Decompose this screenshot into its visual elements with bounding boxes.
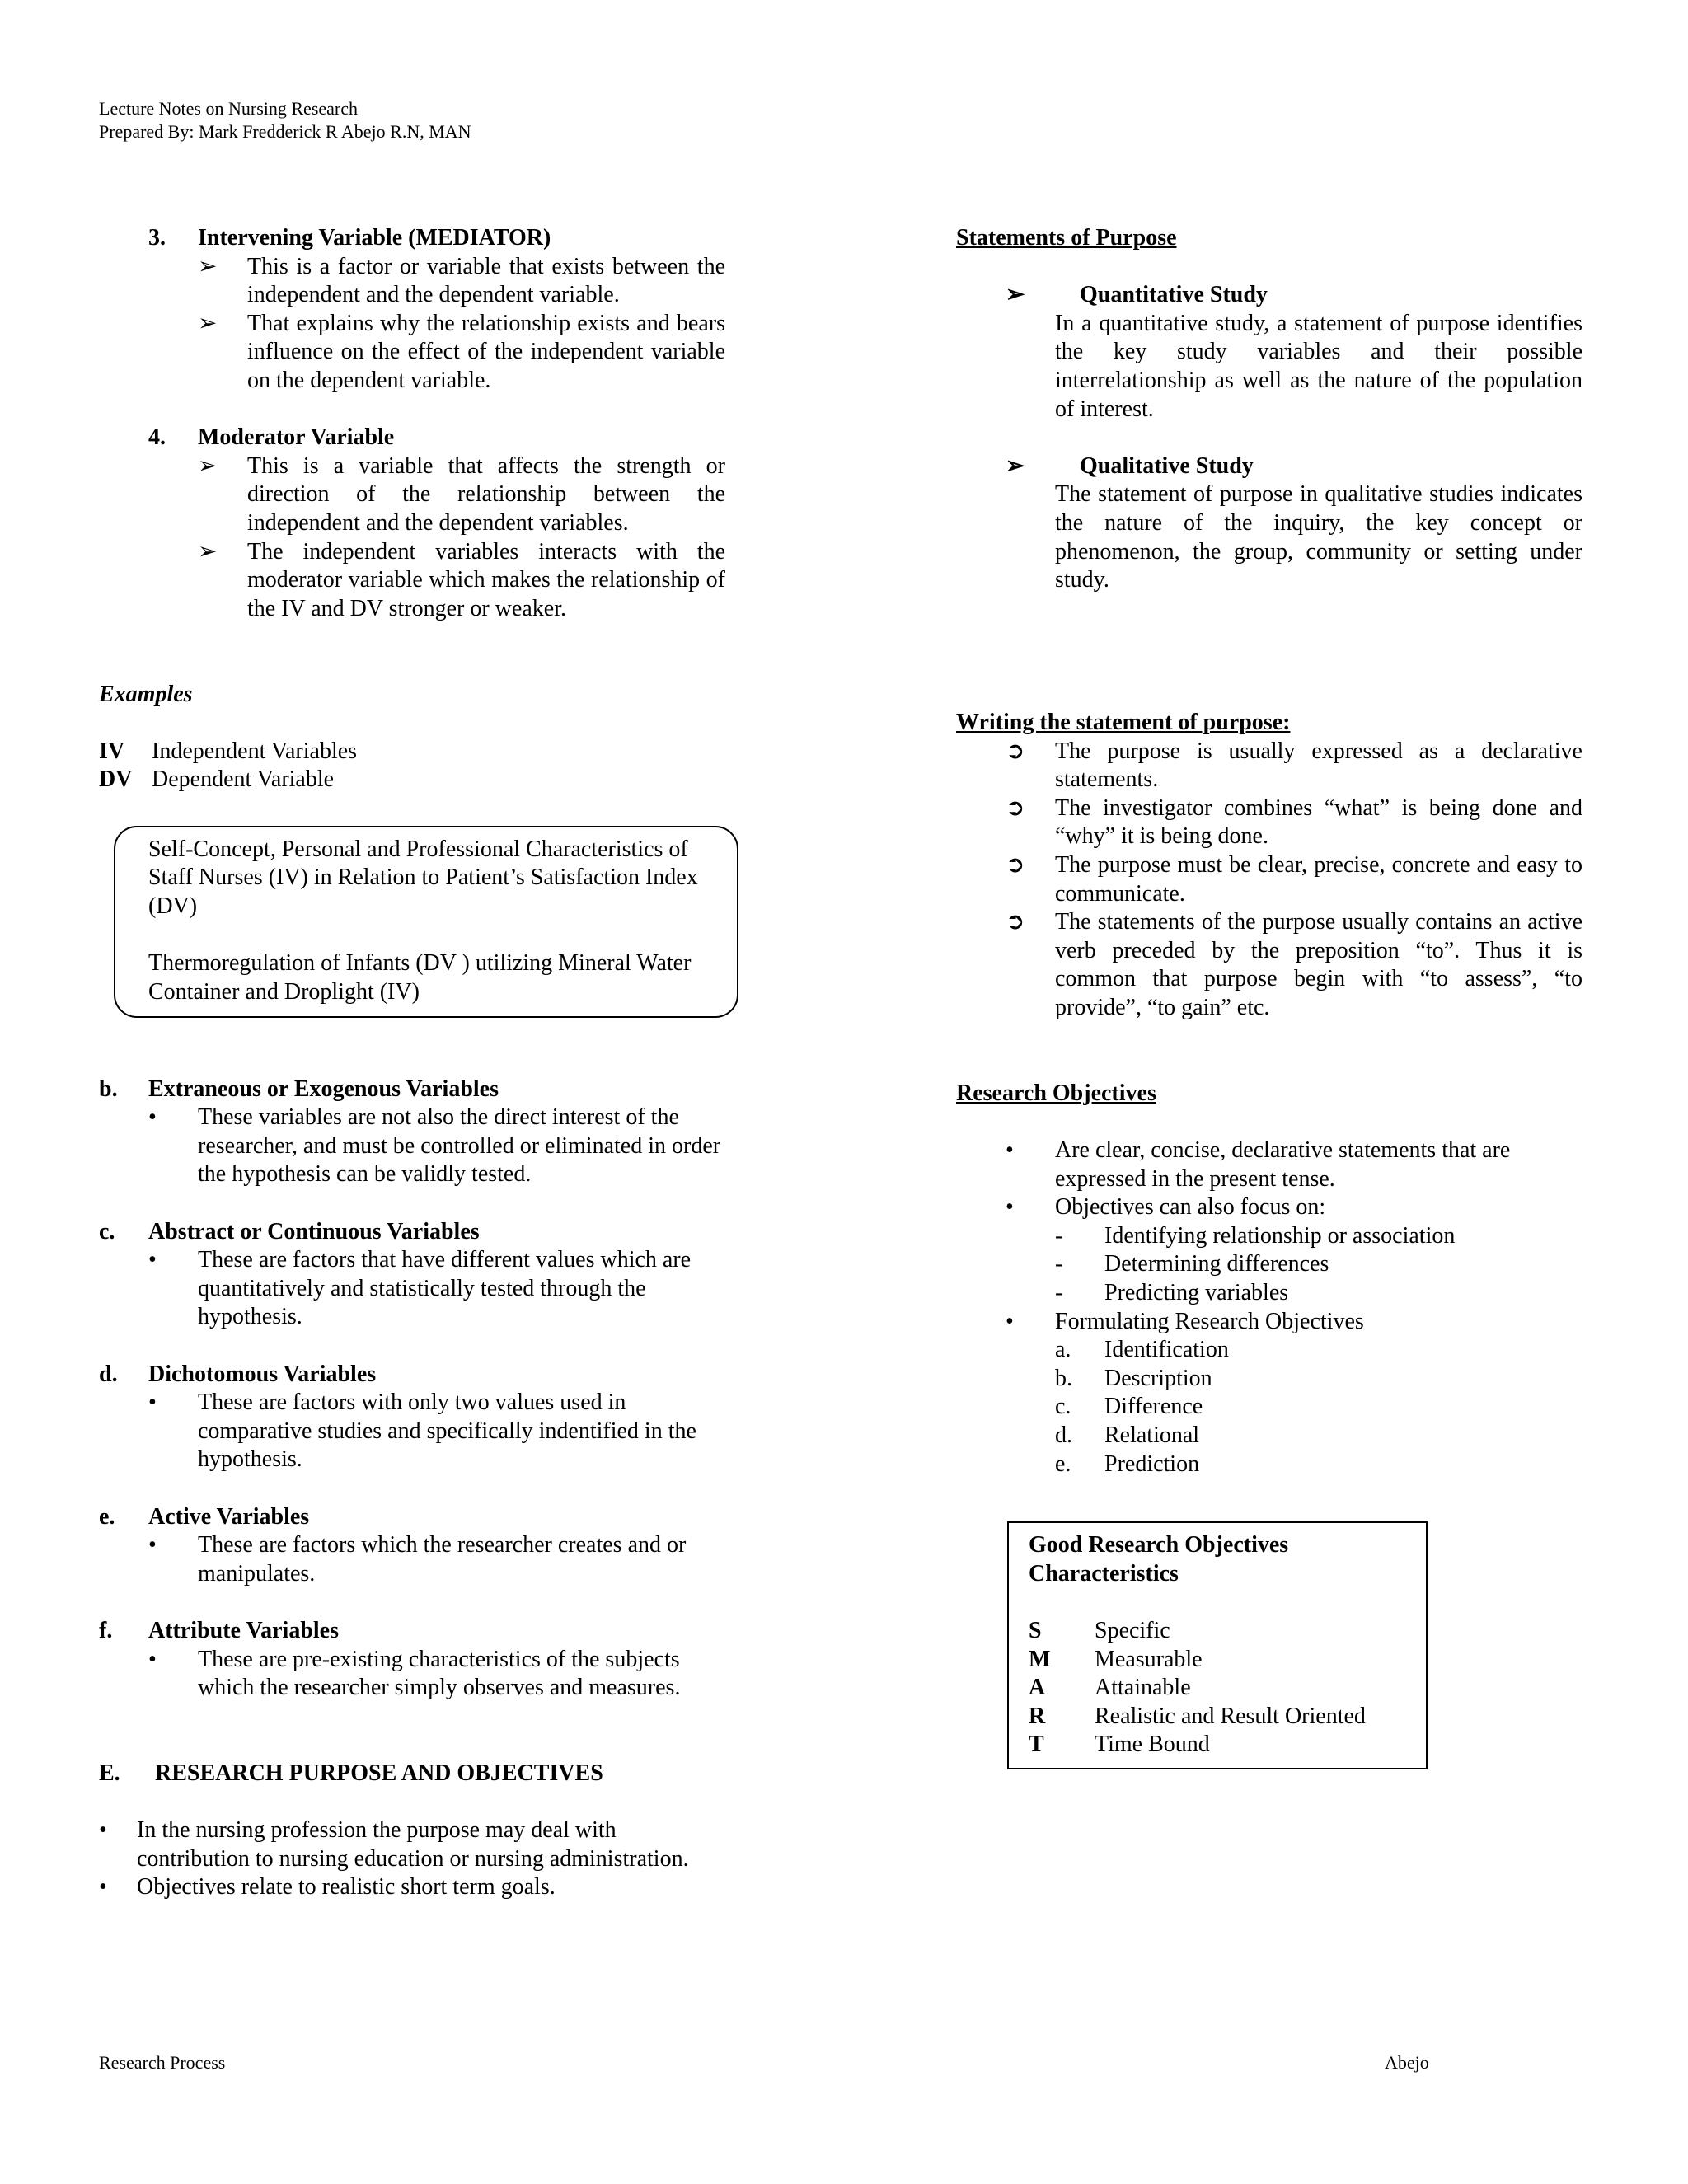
hook-arrow-icon: ➲ <box>1006 852 1025 879</box>
formulating-item: Difference <box>1104 1394 1203 1420</box>
list-letter: b. <box>1055 1365 1072 1391</box>
header-line-2: Prepared By: Mark Fredderick R Abejo R.N, MAN <box>99 121 471 142</box>
variable-text: These are factors that have different values which are quantitatively and statistically tested through the hypothesis. <box>198 1247 692 1330</box>
examples-box <box>114 826 738 1019</box>
arrow-bullet-icon: ➢ <box>1006 282 1025 308</box>
variable-text: These are factors which the researcher creates and or manipulates. <box>198 1532 687 1586</box>
abbrev-code: DV <box>99 766 133 793</box>
quantitative-study <box>956 281 1582 424</box>
section-letter: E. <box>99 1760 120 1786</box>
section-e <box>99 1760 725 1902</box>
smart-letter: M <box>1029 1646 1051 1672</box>
bullet-icon: • <box>1006 1308 1014 1334</box>
abbrev-code: IV <box>99 738 125 764</box>
section-e-bullet-1: In the nursing profession the purpose may deal with contribution to nursing education or nursing administration. <box>137 1817 689 1872</box>
statements-of-purpose-title: Statements of Purpose <box>956 225 1177 251</box>
bullet-icon: • <box>148 1104 157 1131</box>
variable-title: Attribute Variables <box>148 1617 339 1643</box>
focus-item: Predicting variables <box>1104 1279 1289 1305</box>
objective-bullet-1: Are clear, concise, declarative statements that are expressed in the present tense. <box>1055 1137 1511 1192</box>
footer-left: Research Process <box>99 2052 226 2073</box>
section-title: RESEARCH PURPOSE AND OBJECTIVES <box>155 1760 603 1786</box>
bullet-icon: • <box>148 1532 157 1558</box>
left-column <box>99 224 725 1902</box>
arrow-bullet-icon: ➢ <box>198 310 218 336</box>
formulating-item: Description <box>1104 1365 1212 1391</box>
variable-letter: f. <box>99 1617 113 1643</box>
hook-arrow-icon: ➲ <box>1006 738 1025 764</box>
bullet-text: This is a factor or variable that exists between the independent and the dependent variable. <box>247 253 725 308</box>
writing-bullet: The investigator combines “what” is being done and “why” it is being done. <box>1055 794 1582 850</box>
dash-marker: - <box>1055 1251 1063 1277</box>
example-1: Self-Concept, Personal and Professional Characteristics of Staff Nurses (IV) in Relation to Patient’s Satisfaction Index (DV) <box>148 836 698 920</box>
writing-bullet: The statements of the purpose usually contains an active verb preceded by the preposition “to”. Thus it is common that purpose begin with “to assess”, “to provide”, “to gain” etc. <box>1055 909 1582 1021</box>
example-2: Thermoregulation of Infants (DV ) utilizing Mineral Water Container and Droplight (IV) <box>148 950 692 1005</box>
variable-c <box>99 1218 725 1332</box>
variable-e <box>99 1503 725 1589</box>
abbrev-text: Dependent Variable <box>152 766 335 793</box>
smart-word: Attainable <box>1095 1675 1191 1701</box>
bullet-icon: • <box>148 1390 157 1416</box>
bullet-text: The independent variables interacts with the moderator variable which makes the relationship of the IV and DV stronger or weaker. <box>247 538 725 621</box>
list-letter: c. <box>1055 1394 1071 1420</box>
formulating-item: Prediction <box>1104 1451 1200 1477</box>
smart-letter: S <box>1029 1617 1042 1643</box>
focus-item: Determining differences <box>1104 1251 1329 1277</box>
abbrev-iv <box>99 738 725 766</box>
hook-arrow-icon: ➲ <box>1006 909 1025 935</box>
bullet-icon: • <box>99 1874 107 1900</box>
arrow-bullet-icon: ➢ <box>1006 452 1025 479</box>
right-column <box>956 224 1582 1769</box>
formulating-list <box>1006 1336 1582 1479</box>
variable-title: Extraneous or Exogenous Variables <box>148 1076 499 1102</box>
variable-letter: c. <box>99 1218 115 1244</box>
list-letter: e. <box>1055 1451 1071 1477</box>
bullet-icon: • <box>1006 1137 1014 1163</box>
bullet-icon: • <box>148 1247 157 1273</box>
smart-box <box>1007 1521 1428 1769</box>
item-4-moderator <box>99 424 725 623</box>
list-letter: a. <box>1055 1337 1071 1363</box>
bullet-icon: • <box>99 1817 107 1844</box>
arrow-bullet-icon: ➢ <box>198 538 218 565</box>
smart-word: Specific <box>1095 1617 1170 1643</box>
page-header <box>99 97 471 143</box>
bullet-text: That explains why the relationship exists and bears influence on the effect of the independent variable on the dependent variable. <box>247 310 725 393</box>
writing-statement-title: Writing the statement of purpose: <box>956 710 1291 736</box>
item-title: Moderator Variable <box>198 424 395 451</box>
variable-letter: d. <box>99 1361 118 1387</box>
smart-letter: R <box>1029 1703 1046 1729</box>
formulating-item: Relational <box>1104 1422 1200 1448</box>
quant-text: In a quantitative study, a statement of purpose identifies the key study variables and their possible interrelationship as well as the nature of the population of interest. <box>1055 310 1582 422</box>
item-3-intervening <box>99 224 725 396</box>
bullet-icon: • <box>148 1646 157 1672</box>
objective-bullet-2: Objectives can also focus on: <box>1055 1194 1326 1221</box>
variable-letter: b. <box>99 1076 118 1102</box>
arrow-bullet-icon: ➢ <box>198 452 218 479</box>
item-number: 3. <box>148 225 166 251</box>
writing-bullets <box>956 738 1582 1023</box>
variable-b <box>99 1076 725 1189</box>
qual-text: The statement of purpose in qualitative studies indicates the nature of the inquiry, the key concept or phenomenon, the group, community or setting under study. <box>1055 481 1582 593</box>
bullet-icon: • <box>1006 1194 1014 1221</box>
hook-arrow-icon: ➲ <box>1006 794 1025 821</box>
smart-word: Measurable <box>1095 1646 1203 1672</box>
qualitative-study <box>956 452 1582 595</box>
list-letter: d. <box>1055 1422 1072 1448</box>
arrow-bullet-icon: ➢ <box>198 253 218 279</box>
examples-title: Examples <box>99 681 193 707</box>
item-title: Intervening Variable (MEDIATOR) <box>198 225 551 251</box>
variable-d <box>99 1361 725 1474</box>
abbrev-dv <box>99 766 725 794</box>
smart-word: Time Bound <box>1095 1732 1210 1758</box>
header-line-1: Lecture Notes on Nursing Research <box>99 98 359 119</box>
bullet-text: This is a variable that affects the strength or direction of the relationship between the independent and the dependent variables. <box>247 452 725 536</box>
section-e-bullet-2: Objectives relate to realistic short term goals. <box>137 1874 556 1900</box>
qual-title: Qualitative Study <box>1080 452 1254 479</box>
objectives-list <box>956 1137 1582 1479</box>
variable-text: These variables are not also the direct interest of the researcher, and must be controlled or eliminated in order the hypothesis can be validly tested. <box>198 1104 721 1188</box>
quant-title: Quantitative Study <box>1080 282 1268 308</box>
variable-title: Active Variables <box>148 1503 310 1530</box>
formulating-item: Identification <box>1104 1337 1229 1363</box>
footer-right: Abejo <box>1385 2052 1429 2073</box>
smart-title: Good Research Objectives Characteristics <box>1029 1532 1289 1586</box>
dash-marker: - <box>1055 1222 1063 1249</box>
focus-item: Identifying relationship or association <box>1104 1222 1456 1249</box>
variable-text: These are factors with only two values used in comparative studies and specifically indentified in the hypothesis. <box>198 1390 696 1473</box>
item-number: 4. <box>148 424 166 451</box>
smart-letter: A <box>1029 1675 1046 1701</box>
smart-word: Realistic and Result Oriented <box>1095 1703 1366 1729</box>
variables-list <box>99 1076 725 1703</box>
writing-bullet: The purpose is usually expressed as a declarative statements. <box>1055 738 1582 793</box>
variable-f <box>99 1617 725 1703</box>
abbrev-text: Independent Variables <box>152 738 358 764</box>
variable-title: Abstract or Continuous Variables <box>148 1218 480 1244</box>
writing-bullet: The purpose must be clear, precise, concrete and easy to communicate. <box>1055 852 1582 907</box>
objective-bullet-3: Formulating Research Objectives <box>1055 1308 1364 1334</box>
variable-title: Dichotomous Variables <box>148 1361 377 1387</box>
focus-list <box>1006 1222 1582 1308</box>
variable-text: These are pre-existing characteristics of the subjects which the researcher simply observes and measures. <box>198 1646 681 1701</box>
dash-marker: - <box>1055 1279 1063 1305</box>
research-objectives-title: Research Objectives <box>956 1080 1156 1106</box>
smart-letter: T <box>1029 1732 1044 1758</box>
variable-letter: e. <box>99 1503 115 1530</box>
